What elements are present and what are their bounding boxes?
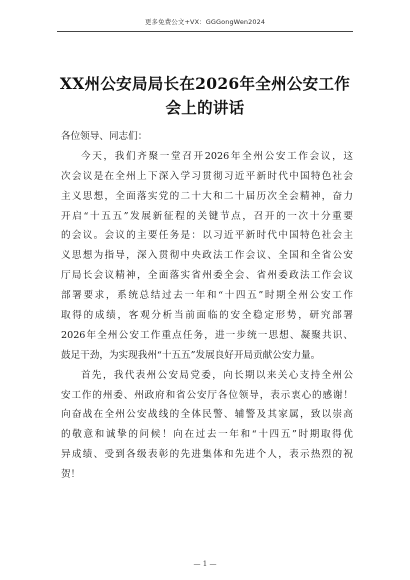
paragraph-2-line: 的敬意和诚挚的问候！向在过去一年和“十四五”时期取得优 — [61, 429, 353, 441]
header-note: 更多免费公文+VX：GGGongWen2024 — [144, 18, 266, 26]
page-number: — 1 — — [193, 560, 217, 568]
paragraph-1-line: 次会议是在全州上下深入学习贯彻习近平新时代中国特色社会 — [61, 170, 353, 182]
paragraph-2-line: 安工作的州委、州政府和省公安厅各位领导，表示衷心的感谢！ — [61, 389, 353, 401]
paragraph-2-line: 异成绩、受到各级表彰的先进集体和先进个人，表示热烈的祝 — [61, 449, 353, 461]
paragraph-1-line: 厅局长会议精神，全面落实省州委全会、省州委政法工作会议 — [61, 270, 353, 282]
document-title — [50, 72, 360, 120]
paragraph-1-line: 取得的成绩，客观分析当前面临的安全稳定形势，研究部署 — [61, 310, 353, 322]
paragraph-1-line: 主义思想，全面落实党的二十大和二十届历次全会精神，奋力 — [61, 190, 353, 202]
paragraph-2-line: 首先，我代表州公安局党委，向长期以来关心支持全州公 — [81, 369, 353, 381]
title-line-2: 会上的讲话 — [165, 98, 245, 117]
document-body — [61, 127, 353, 485]
paragraph-1-line: 鼓足干劲，为实现我州“十五五”发展良好开局贡献公安力量。 — [61, 349, 321, 361]
paragraph-1-line: 今天，我们齐聚一堂召开2026年全州公安工作会议，这 — [81, 150, 353, 162]
paragraph-1-line: 开启“十五五”发展新征程的关键节点，召开的一次十分重要 — [61, 210, 353, 222]
paragraph-2-line: 向奋战在全州公安战线的全体民警、辅警及其家属，致以崇高 — [61, 409, 353, 421]
title-line-1: XX州公安局局长在2026年全州公安工作 — [59, 74, 351, 93]
header-divider — [57, 31, 353, 32]
paragraph-1-line: 义思想为指导，深入贯彻中央政法工作会议、全国和全省公安 — [61, 250, 353, 262]
paragraph-1-line: 2026年全州公安工作重点任务，进一步统一思想、凝聚共识、 — [61, 329, 353, 341]
paragraph-1-line: 的会议。会议的主要任务是：以习近平新时代中国特色社会主 — [61, 230, 353, 242]
salutation: 各位领导、同志们： — [61, 131, 148, 142]
paragraph-1-line: 部署要求，系统总结过去一年和“十四五”时期全州公安工作 — [61, 290, 353, 302]
paragraph-2-line: 贺！ — [61, 469, 81, 481]
